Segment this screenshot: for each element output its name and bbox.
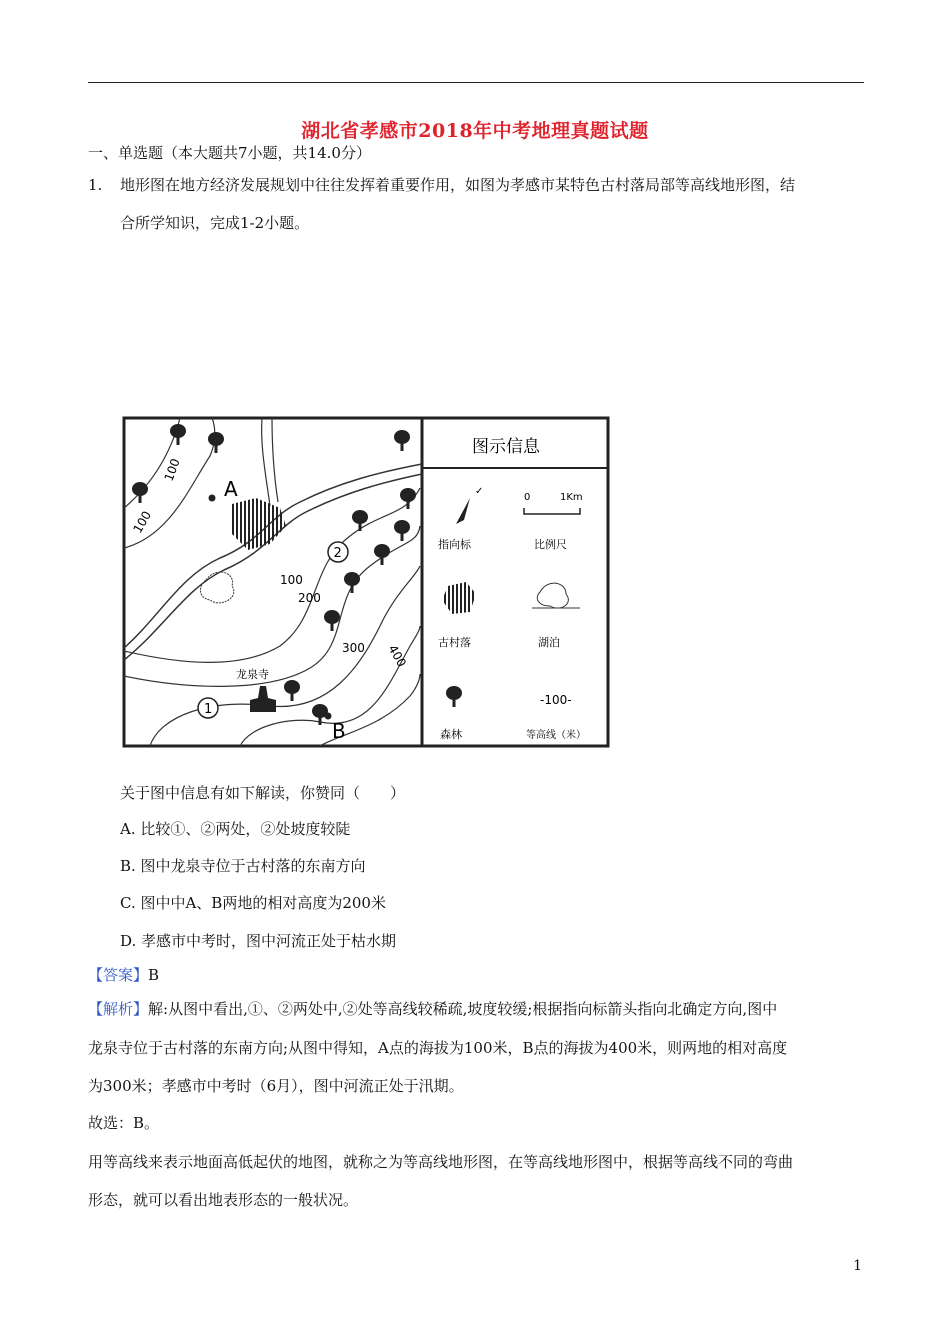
point-a-dot [209,495,216,502]
option-c: C. 图中中A、B两地的相对高度为200米 [120,894,386,912]
legend-forest-label: 森林 [440,728,462,741]
answer-tag: 【答案】 [88,966,149,984]
analysis-line1 [88,1002,777,1017]
contour-label: 100 [280,573,303,587]
analysis-choice: 故选：B。 [88,1114,160,1132]
point-b-dot [325,713,332,720]
page-title: 湖北省孝感市2018年中考地理真题试题 [301,120,649,142]
legend-village-label: 古村落 [438,636,471,649]
contour-label: 200 [298,591,321,605]
question-number: 1. [88,176,103,194]
option-a: A. 比较①、②两处，②处坡度较陡 [120,820,351,838]
svg-text:1Km: 1Km [560,492,583,503]
question-text-line2: 合所学知识，完成1-2小题。 [120,214,310,232]
question-prompt: 关于图中信息有如下解读，你赞同（ ） [120,784,406,802]
contour-label: 100 [130,508,155,536]
legend-lake-label: 湖泊 [538,636,560,649]
point-b-label: B [332,719,346,743]
legend-village-icon [442,582,476,614]
analysis-note-line2: 形态，就可以看出地表形态的一般状况。 [88,1191,359,1209]
analysis-text-1: 解:从图中看出,①、②两处中,②处等高线较稀疏,坡度较缓;根据指向标箭头指向北确定方向,图中 [148,1000,778,1018]
circle-2-label: 2 [333,546,342,561]
option-d: D. 孝感市中考时，图中河流正处于枯水期 [120,932,397,950]
circle-1-label: 1 [204,702,213,717]
contour-map-figure [120,416,610,748]
answer-line [88,968,159,983]
compass-arrow-icon [456,498,470,524]
contour-label: 100 [161,456,183,484]
question-text-line1: 地形图在地方经济发展规划中往往发挥着重要作用，如图为孝感市某特色古村落局部等高线地形图，结 [120,176,796,194]
analysis-line3: 为300米；孝感市中考时（6月），图中河流正处于汛期。 [88,1077,464,1095]
village-marker [232,498,286,550]
section-heading: 一、单选题（本大题共7小题，共14.0分） [88,144,371,162]
analysis-note-line1: 用等高线来表示地面高低起伏的地图，就称之为等高线地形图，在等高线地形图中，根据等高线不同的弯曲 [88,1153,794,1171]
answer-value: B [148,966,160,984]
analysis-tag: 【解析】 [88,1000,149,1018]
legend-scale-label: 比例尺 [534,538,567,551]
svg-text:0: 0 [524,492,531,503]
point-a-label: A [224,477,238,501]
legend-forest-icon [446,686,462,707]
legend-compass-label: 指向标 [438,538,471,551]
temple-label: 龙泉寺 [236,668,269,681]
legend-title: 图示信息 [472,437,540,457]
page-number: 1 [853,1258,862,1274]
legend-contour-label: 等高线（米） [526,730,586,741]
contour-label: 300 [342,641,365,655]
contour-label: 400 [385,642,409,670]
scale-bar [524,508,580,514]
legend-contour-sample: -100- [540,693,572,707]
header-rule [88,82,864,83]
temple-icon [250,686,276,712]
svg-text:✓: ✓ [475,486,484,497]
analysis-line2: 龙泉寺位于古村落的东南方向;从图中得知，A点的海拔为100米，B点的海拔为400米，则两地的相对高度 [88,1039,788,1057]
option-b: B. 图中龙泉寺位于古村落的东南方向 [120,857,366,875]
